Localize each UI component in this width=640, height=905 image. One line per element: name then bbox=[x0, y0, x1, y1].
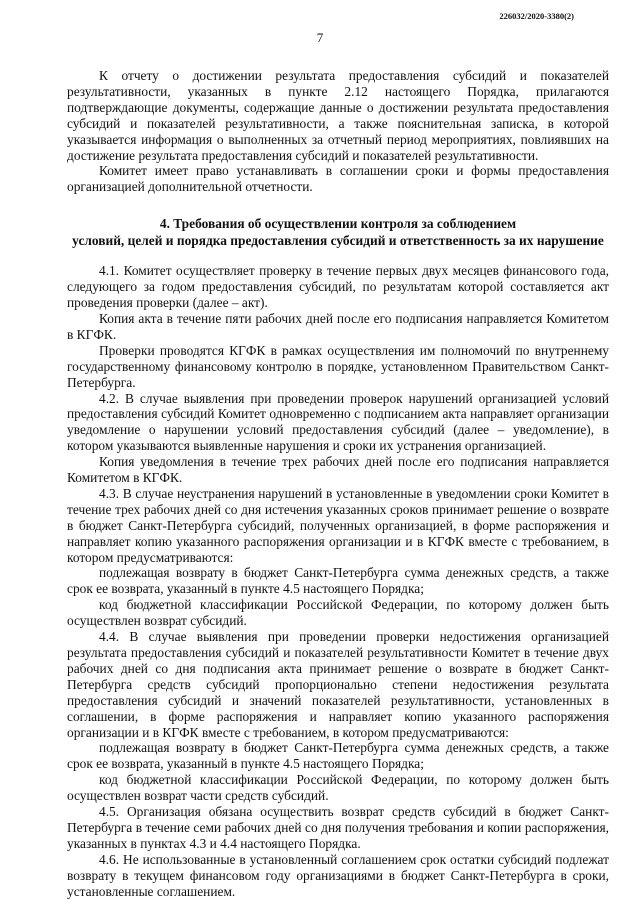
paragraph: Копия акта в течение пяти рабочих дней после его подписания направляется Комитетом в КГФК. bbox=[67, 310, 609, 342]
paragraph: код бюджетной классификации Российской Федерации, по которому должен быть осуществлен возврат субсидий. bbox=[67, 597, 609, 629]
intro-paragraph: К отчету о достижении результата предоставления субсидий и показателей результативности, указанных в пункте 2.12 настоящего Порядка, прилагаются подтверждающие документы, содержащие данные о достижении результата предоставления субсидий и показателей результативности, а также пояснительная записка, в которой указывается информация о выполненных за отчетный период мероприятиях, повлиявших на достижение результата предоставления субсидий и показателей результативности. bbox=[67, 68, 609, 163]
document-id: 226032/2020-3380(2) bbox=[499, 11, 574, 21]
paragraph: Проверки проводятся КГФК в рамках осуществления им полномочий по внутреннему государственному финансовому контролю в порядке, установленном Правительством Санкт-Петербурга. bbox=[67, 342, 609, 390]
paragraph-4-5: 4.5. Организация обязана осуществить возврат средств субсидий в бюджет Санкт-Петербурга в течение семи рабочих дней со дня получения требования и копии распоряжения, указанных в пунктах 4.3 и 4.4 настоящего Порядка. bbox=[67, 804, 609, 851]
paragraph-4-3: 4.3. В случае неустранения нарушений в установленные в уведомлении сроки Комитет в течение трех рабочих дней со дня истечения указанных сроков принимает решение о возврате в бюджет Санкт-Петербурга субсидий, полученных организацией, в форме распоряжения и направляет копию указанного распоряжения организации и в КГФК вместе с требованием, в котором предусматриваются: bbox=[67, 485, 609, 565]
section-heading-line1: 4. Требования об осуществлении контроля за соблюдением bbox=[159, 216, 517, 232]
paragraph: подлежащая возврату в бюджет Санкт-Петербурга сумма денежных средств, а также срок ее возврата, указанный в пункте 4.5 настоящего Порядка; bbox=[67, 740, 609, 772]
paragraph-4-6: 4.6. Не использованные в установленный соглашением срок остатки субсидий подлежат возврату в текущем финансовом году организациями в бюджет Санкт-Петербурга в сроки, установленные соглашением. bbox=[67, 851, 609, 899]
paragraph-4-1: 4.1. Комитет осуществляет проверку в течение первых двух месяцев финансового года, следующего за годом предоставления субсидий, по результатам которой составляется акт проведения проверки (далее – акт). bbox=[67, 263, 609, 311]
section-heading bbox=[67, 216, 609, 249]
intro-paragraph: Комитет имеет право устанавливать в соглашении сроки и формы предоставления организацией дополнительной отчетности. bbox=[67, 163, 609, 195]
paragraph-4-2: 4.2. В случае выявления при проведении проверок нарушений организацией условий предоставления субсидий Комитет одновременно с подписанием акта направляет организации уведомление о нарушении условий предоставления субсидий (далее – уведомление), в котором указываются выявленные нарушения и сроки их устранения организацией. bbox=[67, 390, 609, 454]
paragraph-4-4: 4.4. В случае выявления при проведении проверки недостижения организацией результата предоставления субсидий и показателей результативности Комитет в течение двух рабочих дней со дня подписания акта принимает решение о возврате в бюджет Санкт-Петербурга средств субсидий пропорционально степени недостижения результата предоставления субсидий и значений показателей результативности, установленных в соглашении, в форме распоряжения и направляет копию указанного распоряжения организации и в КГФК вместе с требованием, в котором предусматриваются: bbox=[67, 629, 609, 740]
document-body bbox=[67, 68, 609, 900]
paragraph: подлежащая возврату в бюджет Санкт-Петербурга сумма денежных средств, а также срок ее возврата, указанный в пункте 4.5 настоящего Порядка; bbox=[67, 565, 609, 597]
paragraph: Копия уведомления в течение трех рабочих дней после его подписания направляется Комитетом в КГФК. bbox=[67, 454, 609, 486]
section-heading-line2: условий, целей и порядка предоставления субсидий и ответственность за их нарушение bbox=[72, 232, 604, 248]
page-number: 7 bbox=[316, 30, 324, 45]
paragraph: код бюджетной классификации Российской Федерации, по которому должен быть осуществлен возврат части средств субсидий. bbox=[67, 772, 609, 804]
